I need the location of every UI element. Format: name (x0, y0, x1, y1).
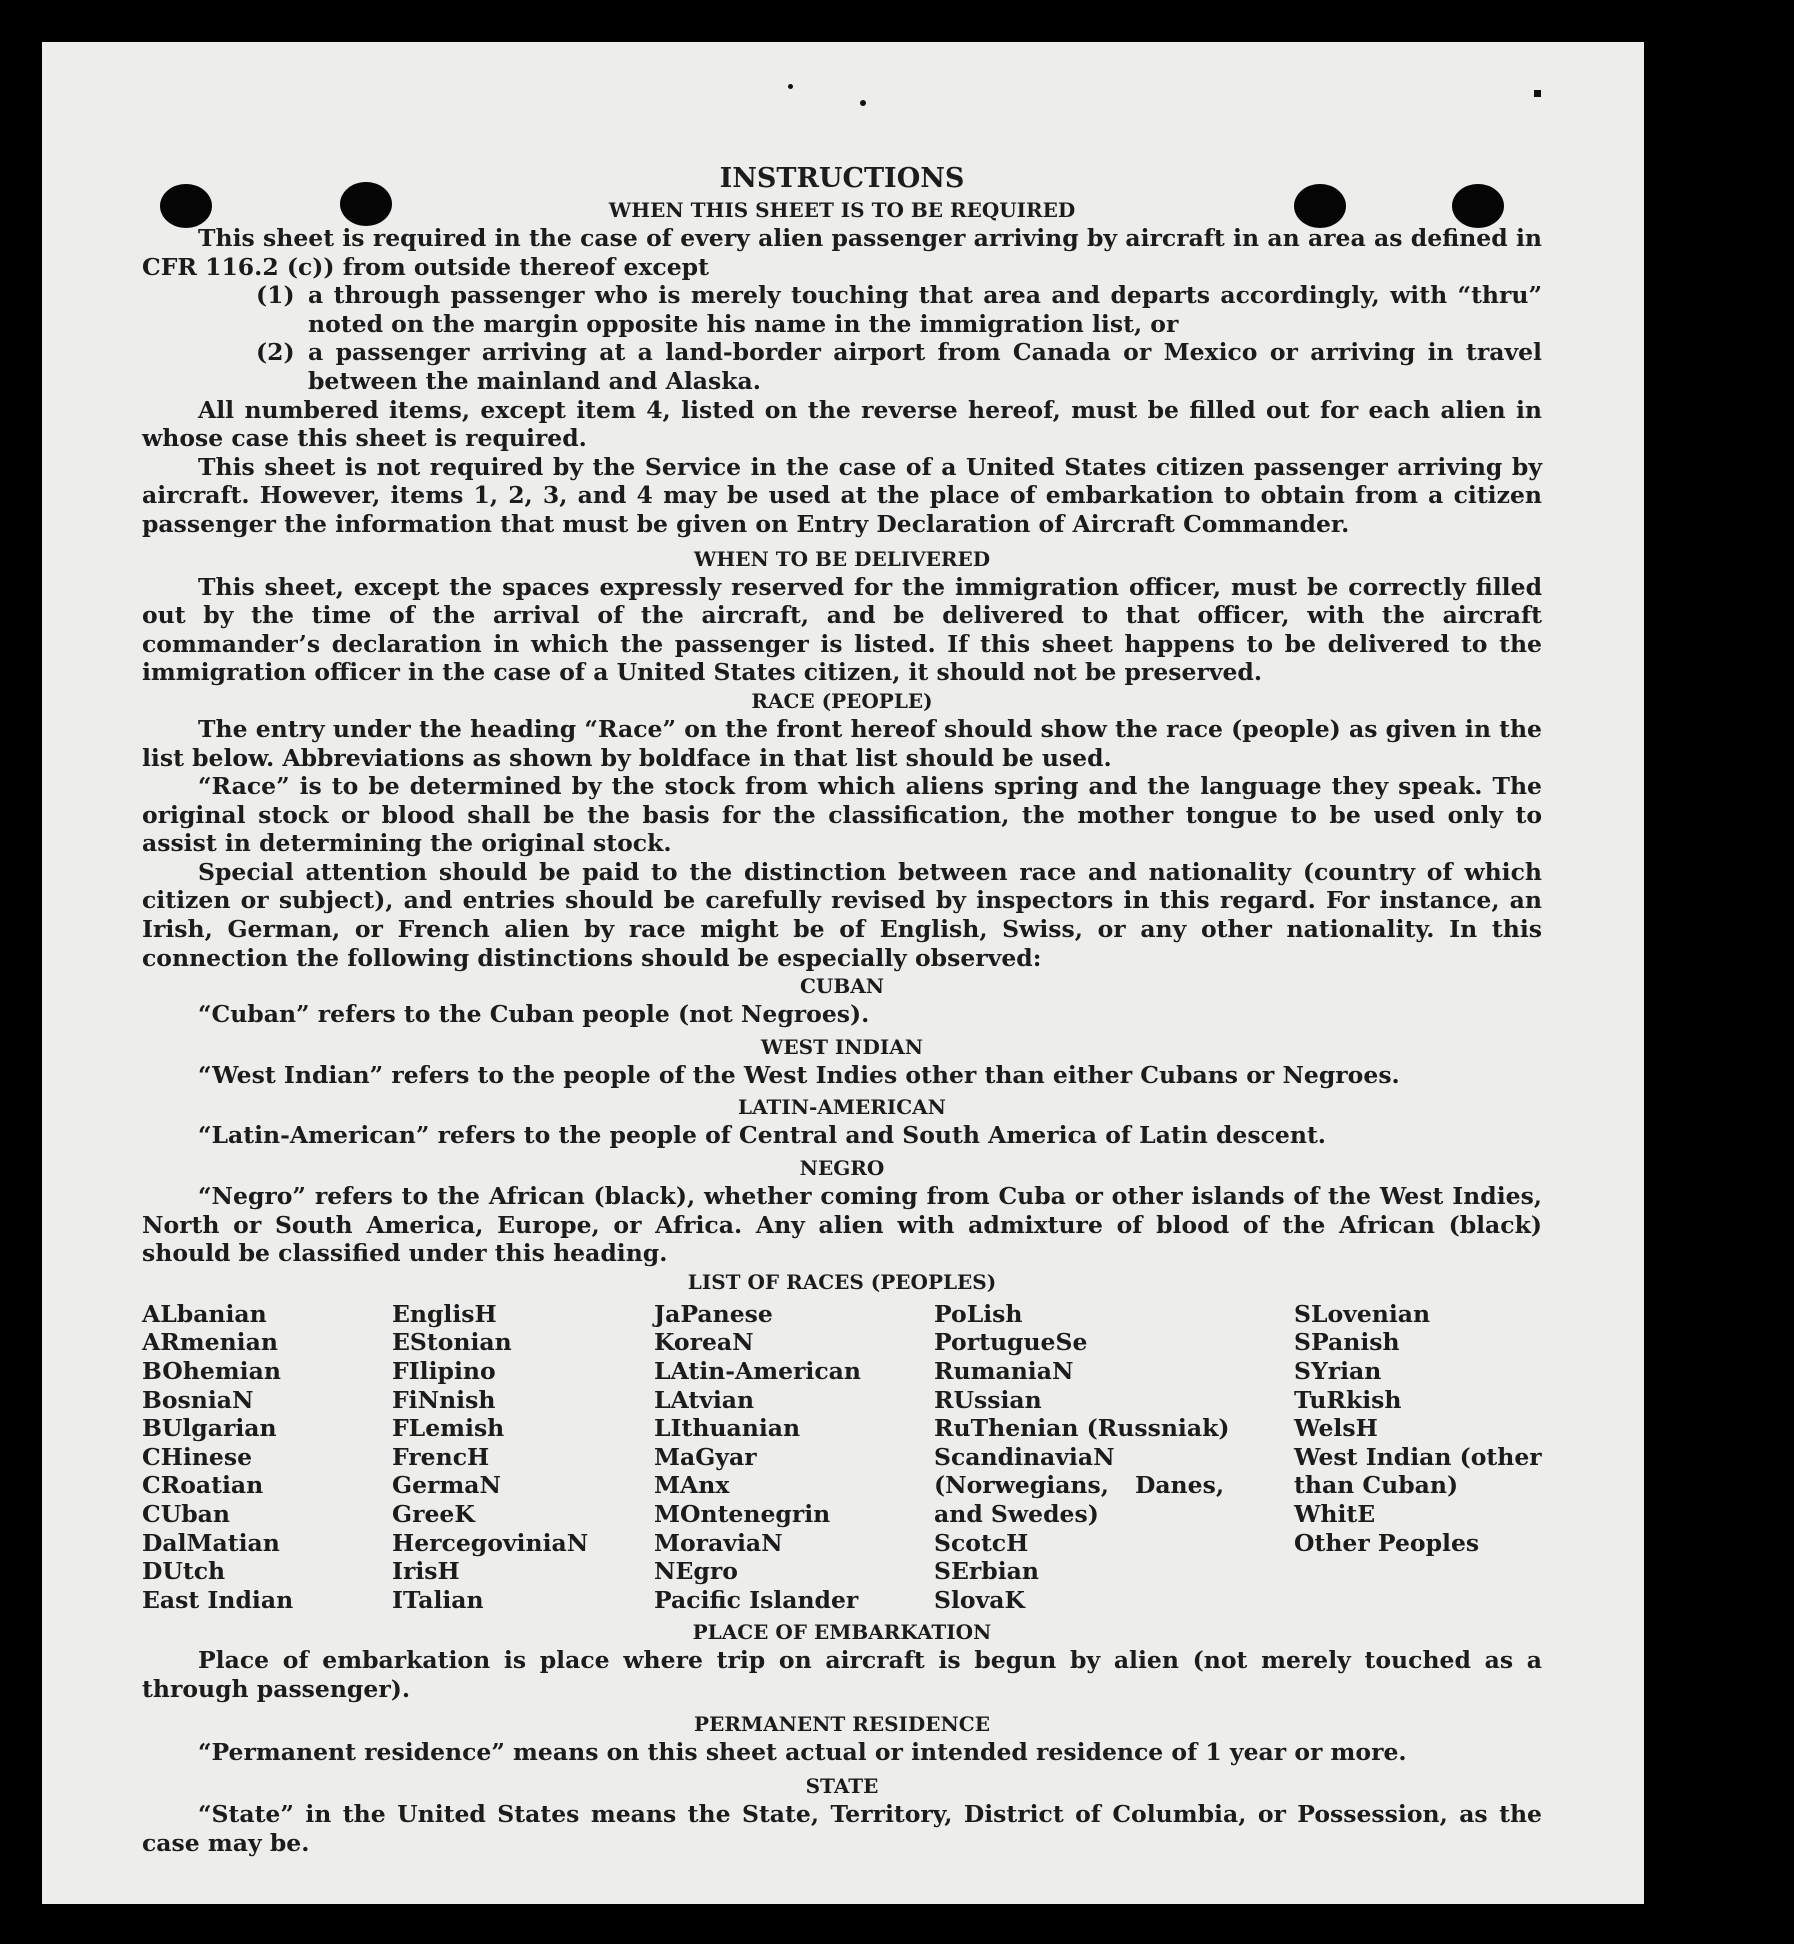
race-entry: BosniaN (142, 1385, 254, 1414)
race-entry: PortugueSe (934, 1328, 1088, 1357)
race-entry: SLovenian (1294, 1299, 1431, 1328)
list-item (142, 281, 1542, 338)
paragraph: Special attention should be paid to the distinction between race and nationality (country of which citizen or subject), and entries should be carefully revised by inspectors in this regard. For instance, an Irish, German, or French alien by race might be of English, Swiss, or any other nationality. In this connection the following distinctions should be especially observed: (142, 857, 1542, 972)
race-entry: HercegoviniaN (392, 1528, 589, 1557)
race-entry: LIthuanian (654, 1414, 801, 1443)
races-column-4 (934, 1300, 1294, 1615)
definition-text: “Permanent residence” means on this sheet actual or intended residence of 1 year or more. (198, 1737, 1407, 1766)
race-entry: NEgro (654, 1557, 738, 1586)
race-entry: FLemish (392, 1414, 505, 1443)
race-entry: LAtin-American (654, 1357, 861, 1385)
race-entry: CUban (142, 1499, 230, 1528)
definition-text: “Cuban” refers to the Cuban people (not Negroes). (198, 1000, 870, 1029)
race-entry: WelsH (1294, 1414, 1378, 1443)
paragraph: Place of embarkation is place where trip on aircraft is begun by alien (not merely touched as a through passenger). (142, 1646, 1542, 1703)
item-text: a passenger arriving at a land-border airport from Canada or Mexico or arriving in travel between the mainland and Alaska. (308, 338, 1542, 395)
race-entry: MAnx (654, 1471, 730, 1500)
dust-speck (788, 84, 793, 89)
race-entry: FrencH (392, 1442, 490, 1471)
race-entry: BUlgarian (142, 1414, 277, 1443)
race-entry: GreeK (392, 1499, 475, 1528)
race-entry: CRoatian (142, 1471, 264, 1500)
race-entry: WhitE (1294, 1499, 1376, 1528)
paragraph: All numbered items, except item 4, listed on the reverse hereof, must be filled out for each alien in whose case this sheet is required. (142, 395, 1542, 453)
instructions-text (142, 122, 1542, 1857)
section-heading-state: STATE (805, 1774, 879, 1799)
races-column-1 (142, 1300, 392, 1615)
race-entry: KoreaN (654, 1328, 754, 1357)
race-entry: GermaN (392, 1471, 501, 1500)
race-entry: DUtch (142, 1557, 226, 1586)
race-entry: ITalian (392, 1585, 484, 1614)
paragraph: “Race” is to be determined by the stock from which aliens spring and the language they speak. The original stock or blood shall be the basis for the classification, the mother tongue to be used only to assist in determining the original stock. (142, 772, 1542, 858)
race-entry: EStonian (392, 1328, 512, 1357)
section-heading-residence: PERMANENT RESIDENCE (694, 1711, 990, 1736)
dust-speck (1534, 90, 1541, 97)
race-entry: PoLish (934, 1299, 1023, 1328)
race-entry: West Indian (other than Cuban) (1294, 1442, 1542, 1500)
race-entry: MoraviaN (654, 1528, 783, 1557)
definition-text: “West Indian” refers to the people of the West Indies other than either Cubans or Negroes. (198, 1060, 1400, 1089)
section-heading-embarkation: PLACE OF EMBARKATION (692, 1620, 992, 1645)
race-entry: ScandinaviaN (Norwegians, Danes, and Swedes) (934, 1442, 1224, 1528)
paragraph: This sheet, except the spaces expressly reserved for the immigration officer, must be correctly filled out by the time of the arrival of the aircraft, and be delivered to that officer, with the aircraft commander’s declaration in which the passenger is listed. If this sheet happens to be delivered to the immigration officer in the case of a United States citizen, it should not be preserved. (142, 572, 1542, 687)
race-entry: RUssian (934, 1385, 1042, 1414)
item-text: a through passenger who is merely touching that area and departs accordingly, with “thru” noted on the margin opposite his name in the immigration list, or (308, 281, 1542, 338)
race-entry: Pacific Islander (654, 1585, 859, 1614)
item-number: (1) (256, 281, 295, 310)
paragraph: This sheet is not required by the Service in the case of a United States citizen passenger arriving by aircraft. However, items 1, 2, 3, and 4 may be used at the place of embarkation to obtain from a citizen passenger the information that must be given on Entry Declaration of Aircraft Commander. (142, 452, 1542, 538)
section-heading-cuban: CUBAN (799, 974, 885, 999)
section-heading-delivered: WHEN TO BE DELIVERED (693, 546, 991, 571)
race-entry: FiNnish (392, 1385, 496, 1414)
race-entry: SYrian (1294, 1357, 1382, 1385)
races-list (142, 1300, 1542, 1615)
race-entry: MOntenegrin (654, 1499, 831, 1528)
races-column-3 (654, 1300, 934, 1615)
paragraph: The entry under the heading “Race” on the front hereof should show the race (people) as given in the list below. Abbreviations as shown by boldface in that list should be used. (142, 714, 1542, 772)
race-entry: BOhemian (142, 1357, 281, 1385)
item-number: (2) (256, 338, 295, 367)
paragraph: “Negro” refers to the African (black), whether coming from Cuba or other islands of the West Indies, North or South America, Europe, or Africa. Any alien with admixture of blood of the African (black) should be classified under this heading. (142, 1182, 1542, 1268)
section-heading-latin-american: LATIN-AMERICAN (738, 1095, 946, 1120)
section-heading-negro: NEGRO (799, 1156, 885, 1181)
race-entry: RuThenian (Russniak) (934, 1414, 1230, 1443)
race-entry: EnglisH (392, 1299, 497, 1328)
races-column-2 (392, 1300, 654, 1615)
race-entry: LAtvian (654, 1385, 755, 1414)
race-entry: DalMatian (142, 1528, 280, 1557)
race-entry: FIlipino (392, 1357, 496, 1385)
dust-speck (860, 100, 866, 106)
race-entry: Other Peoples (1294, 1528, 1480, 1557)
race-entry: RumaniaN (934, 1357, 1074, 1385)
race-entry: JaPanese (654, 1299, 773, 1328)
race-entry: MaGyar (654, 1442, 757, 1471)
race-entry: ScotcH (934, 1528, 1029, 1557)
race-entry: CHinese (142, 1442, 253, 1471)
race-entry: ARmenian (142, 1328, 278, 1357)
race-entry: SErbian (934, 1557, 1039, 1586)
list-item (142, 338, 1542, 395)
races-column-5 (1294, 1300, 1542, 1615)
race-entry: TuRkish (1294, 1385, 1402, 1414)
race-entry: SPanish (1294, 1328, 1400, 1357)
paragraph: “State” in the United States means the State, Territory, District of Columbia, or Possession, as the case may be. (142, 1800, 1542, 1857)
race-entry: SlovaK (934, 1585, 1025, 1614)
race-entry: IrisH (392, 1557, 460, 1586)
section-heading-list-of-races: LIST OF RACES (PEOPLES) (687, 1269, 997, 1294)
race-entry: ALbanian (142, 1299, 267, 1328)
section-heading-required: WHEN THIS SHEET IS TO BE REQUIRED (608, 198, 1076, 222)
section-heading-west-indian: WEST INDIAN (760, 1034, 924, 1059)
document-page (42, 42, 1644, 1904)
race-entry: East Indian (142, 1585, 294, 1614)
definition-text: “Latin-American” refers to the people of Central and South America of Latin descent. (198, 1121, 1326, 1150)
section-heading-race: RACE (PEOPLE) (751, 688, 933, 713)
paragraph: This sheet is required in the case of every alien passenger arriving by aircraft in an area as defined in CFR 116.2 (c)) from outside thereof except (142, 224, 1542, 281)
page-title: INSTRUCTIONS (719, 163, 965, 194)
